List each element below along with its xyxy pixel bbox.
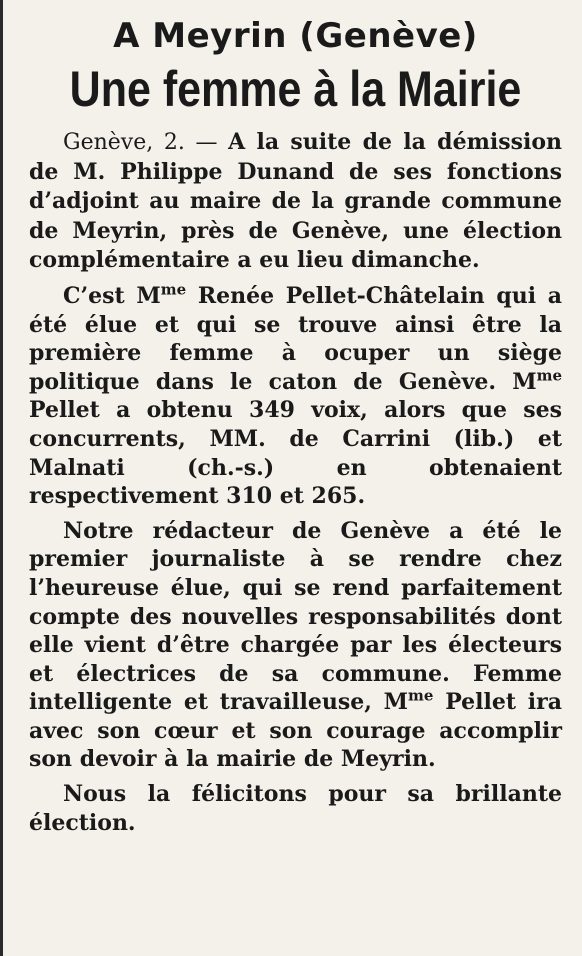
article-body (29, 128, 562, 837)
paragraph-2 (29, 282, 562, 511)
paragraph-2-text-c: Pellet a obtenu 349 voix, alors que ses concurrents, MM. de Carrini (lib.) et Malnati (ch.-s.) en obtenaient respectivement 310 et 265. (29, 397, 562, 510)
paragraph-1 (29, 128, 562, 276)
dateline: Genève, 2. — (63, 130, 218, 155)
article-kicker: A Meyrin (Genève) (113, 16, 478, 56)
paragraph-3-text-a: Notre rédacteur de Genève a été le premier journaliste à se rendre chez l’heureuse élue, qui se rend parfaitement compte des nouvelles responsabilités dont elle vient d’être chargée par les électeurs et électrices de sa commune. Femme intelligente et travailleuse, M (29, 517, 562, 716)
paragraph-3-text-b: Pellet ira avec son cœur et son courage accomplir son devoir à la mairie de Meyrin. (29, 689, 562, 773)
title-abbrev: me (408, 686, 434, 705)
title-abbrev: me (160, 280, 187, 299)
title-abbrev: me (536, 366, 562, 385)
paragraph-4: Nous la félicitons pour sa brillante élection. (29, 781, 562, 836)
paragraph-1-text: A la suite de la démission de M. Philippe Dunand de ses fonctions d’adjoint au maire de la grande commune de Meyrin, près de Genève, une élection complémentaire a eu lieu dimanche. (29, 129, 562, 274)
paragraph-2-text-a: C’est M (63, 282, 161, 309)
paragraph-3 (29, 517, 562, 774)
article-headline: Une femme à la Mairie (69, 61, 522, 117)
paragraph-2-text-b: Renée Pellet-Châtelain qui a été élue et qui se trouve ainsi être la première femme à ocuper un siège politique dans le caton de Genève. M (29, 282, 562, 395)
